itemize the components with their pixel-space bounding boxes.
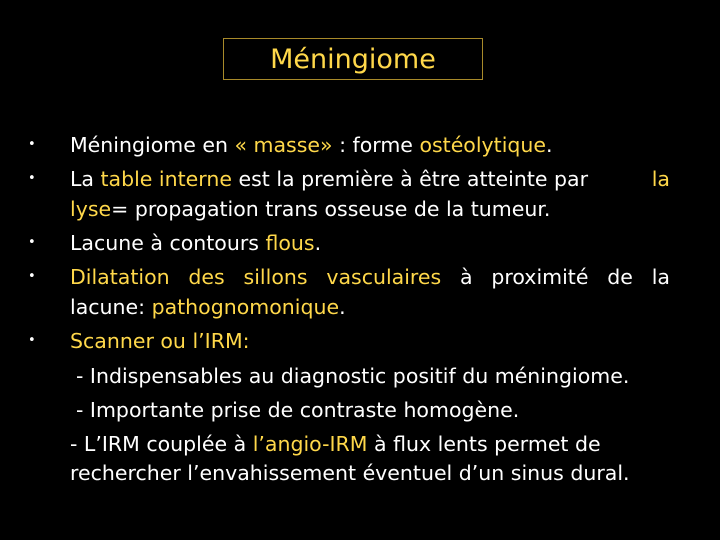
text-span: Lacune à contours — [70, 231, 266, 255]
sub-item-1 — [76, 366, 629, 387]
text-span: rechercher l’envahissement éventuel d’un sinus dural. — [70, 461, 630, 485]
highlight-text: table interne — [100, 167, 232, 191]
text-span: - Importante prise de contraste homogène. — [76, 398, 520, 422]
text-span: . — [314, 231, 322, 255]
highlight-text: Dilatation — [70, 265, 170, 289]
bullet-dot: • — [28, 333, 36, 348]
text-span: : forme — [332, 133, 420, 157]
text-span: . — [339, 295, 346, 319]
text-span: lacune: — [70, 295, 152, 319]
text-span: à — [460, 265, 473, 289]
sub-item-3-continuation — [70, 463, 630, 484]
bullet-dot: • — [28, 235, 36, 250]
highlight-text: vasculaires — [326, 265, 442, 289]
highlight-text: lyse — [70, 197, 112, 221]
highlight-text: flous — [265, 231, 315, 255]
text-span: la — [651, 265, 670, 289]
slide-title: Méningiome — [270, 43, 436, 75]
highlight-text: la — [651, 167, 670, 191]
highlight-text: « masse» — [234, 133, 333, 157]
highlight-text: sillons — [243, 265, 308, 289]
text-span: . — [546, 133, 553, 157]
sub-item-2 — [76, 400, 519, 421]
text-span: - Indispensables au diagnostic positif du méningiome. — [76, 364, 630, 388]
text-span: = propagation trans osseuse de la tumeur. — [111, 197, 551, 221]
bullet-dot: • — [28, 269, 36, 284]
text-span: à flux lents permet de — [367, 432, 601, 456]
highlight-text: ostéolytique — [419, 133, 547, 157]
highlight-text: l’angio-IRM — [252, 432, 368, 456]
bullet-dot: • — [28, 171, 36, 186]
text-span: est la première à être atteinte par — [231, 167, 589, 191]
text-span: Méningiome en — [70, 133, 235, 157]
bullet-2-continuation — [70, 199, 550, 220]
highlight-text: pathognomonique — [151, 295, 340, 319]
bullet-1 — [70, 135, 553, 156]
text-span: - L’IRM couplée à — [70, 432, 253, 456]
text-span: La — [70, 167, 101, 191]
text-span: proximité — [491, 265, 589, 289]
bullet-4 — [70, 267, 670, 288]
title-box — [223, 38, 483, 80]
highlight-text: des — [188, 265, 225, 289]
bullet-5 — [70, 331, 250, 352]
highlight-text: Scanner ou l’IRM: — [70, 329, 250, 353]
bullet-4-continuation — [70, 297, 346, 318]
text-span: de — [607, 265, 633, 289]
bullet-3 — [70, 233, 321, 254]
bullet-2 — [70, 169, 670, 190]
sub-item-3 — [70, 434, 601, 455]
bullet-dot: • — [28, 137, 36, 152]
